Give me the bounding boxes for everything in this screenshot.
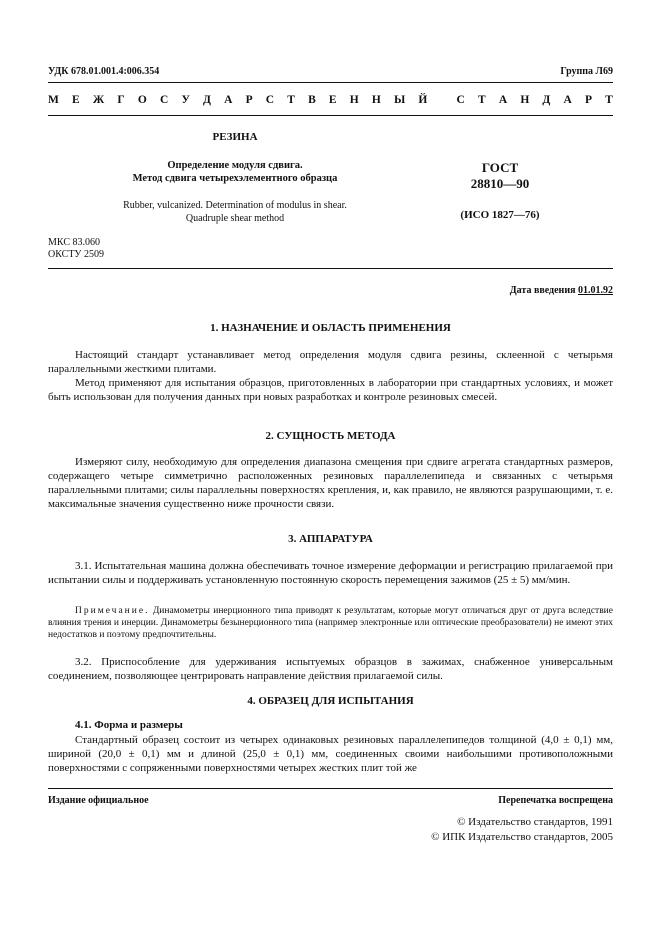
banner-letter: Ж	[92, 94, 105, 106]
section-4-paragraph-1: Стандартный образец состоит из четырех одинаковых резиновых параллелепипедов толщиной (4,0 ± 0,1) мм, шириной (20,0 ± 0,1) мм и длиной (25,0 ± 0,1) мм, соединенных своими наибольшими противоположными поверхностями с сопряженными поверхностями четырех жестких плит той же	[48, 734, 613, 774]
section-2-heading: 2. СУЩНОСТЬ МЕТОДА	[265, 430, 396, 442]
section-1-paragraph-2: Метод применяют для испытания образцов, приготовленных в лаборатории при стандартных условиях, и может быть использован для получения данных при новых разработках и контроле резиновых смесей.	[48, 377, 613, 403]
note-label: Примечание.	[75, 606, 150, 616]
banner-letter: О	[137, 94, 147, 106]
interstate-standard-banner	[48, 94, 613, 106]
section-3-paragraph-2: 3.2. Приспособление для удерживания испытуемых образцов в зажимах, снабженное универсальным соединением, позволяющее центрировать направление действия прилагаемой силы.	[48, 656, 613, 682]
copyright-1991: © Издательство стандартов, 1991	[457, 816, 613, 828]
banner-letter: М	[48, 94, 59, 106]
banner-letter: Р	[245, 94, 253, 106]
effective-date-label: Дата введения	[509, 285, 576, 296]
banner-letter: С	[456, 94, 465, 106]
section-4-subheading: 4.1. Форма и размеры	[75, 719, 183, 731]
iso-reference: (ИСО 1827—76)	[460, 209, 540, 221]
mks-code: МКС 83.060	[48, 237, 100, 248]
banner-rule	[48, 115, 613, 116]
title-ru	[80, 159, 390, 185]
section-4-heading: 4. ОБРАЗЕЦ ДЛЯ ИСПЫТАНИЯ	[247, 695, 414, 707]
title-en-line1: Rubber, vulcanized. Determination of modulus in shear.	[123, 200, 347, 211]
banner-letter: Н	[371, 94, 381, 106]
banner-letter: Е	[72, 94, 80, 106]
banner-letter: Р	[584, 94, 592, 106]
copyright-2005: © ИПК Издательство стандартов, 2005	[431, 831, 613, 843]
effective-date	[510, 285, 613, 296]
note-text: Динамометры инерционного типа приводят к результатам, которые могут отличаться друг от друга вследствие влияния трения и инерции. Динамометры безынерционного типа (например электронные или оптические преобразователи) не имеют этих недостатков и поэтому предпочтительны.	[48, 606, 613, 640]
banner-letter: Е	[328, 94, 337, 106]
section-3-heading: 3. АППАРАТУРА	[288, 533, 373, 545]
banner-letter: С	[265, 94, 275, 106]
udk-code: УДК 678.01.001.4:006.354	[48, 66, 160, 77]
okstu-code: ОКСТУ 2509	[48, 249, 105, 260]
section-1-paragraph-1: Настоящий стандарт устанавливает метод определения модуля сдвига резины, склеенной с четырьмя параллельными жесткими плитами.	[48, 349, 613, 375]
codes-rule	[48, 268, 613, 269]
classification-codes	[48, 237, 104, 261]
banner-letter: Д	[542, 94, 551, 106]
banner-letter: Д	[203, 94, 211, 106]
banner-letter: Й	[418, 94, 428, 106]
banner-gap	[441, 94, 444, 106]
banner-letter: А	[498, 94, 508, 106]
reprint-prohibited: Перепечатка воспрещена	[498, 795, 613, 806]
banner-letter: У	[181, 94, 190, 106]
gost-designation	[430, 160, 570, 192]
banner-letter: Ы	[393, 94, 406, 106]
banner-letter: Н	[349, 94, 359, 106]
gost-number: 28810—90	[470, 176, 530, 191]
banner-letter: Т	[605, 94, 613, 106]
footer-rule	[48, 788, 613, 789]
group-code: Группа Л69	[560, 66, 613, 77]
banner-letter: Н	[520, 94, 530, 106]
banner-letter: В	[308, 94, 316, 106]
title-ru-line2: Метод сдвига четырехэлементного образца	[132, 173, 338, 184]
section-3-paragraph-1: 3.1. Испытательная машина должна обеспечивать точное измерение деформации и регистрацию прилагаемой при испытании силы и поддерживать установленную постоянную скорость перемещения зажимов (25 ± 5) мм/мин.	[48, 560, 613, 586]
gost-label: ГОСТ	[481, 160, 519, 175]
section-2-paragraph-1: Измеряют силу, необходимую для определения диапазона смещения при сдвиге агрегата стандартных размеров, содержащего четыре симметрично расположенных резиновых параллелепипеда и связанных с четырьмя параллельными плитами; силы параллельны поверхностях крепления, и, как правило, не являются разрушающими, т. е. максимальные значения существенно ниже прочности связи.	[48, 456, 613, 510]
banner-letter: Г	[117, 94, 125, 106]
banner-letter: А	[563, 94, 572, 106]
banner-letter: С	[159, 94, 169, 106]
banner-letter: А	[224, 94, 233, 106]
section-3-note	[48, 605, 613, 641]
official-edition: Издание официальное	[48, 795, 149, 806]
section-1-heading: 1. НАЗНАЧЕНИЕ И ОБЛАСТЬ ПРИМЕНЕНИЯ	[210, 322, 451, 334]
title-en	[80, 199, 390, 225]
title-ru-line1: Определение модуля сдвига.	[167, 160, 303, 171]
banner-letter: Т	[287, 94, 295, 106]
title-en-line2: Quadruple shear method	[185, 213, 285, 224]
banner-letter: Т	[478, 94, 486, 106]
header-rule	[48, 82, 613, 83]
effective-date-value: 01.01.92	[578, 285, 613, 296]
material-title: РЕЗИНА	[212, 131, 258, 143]
